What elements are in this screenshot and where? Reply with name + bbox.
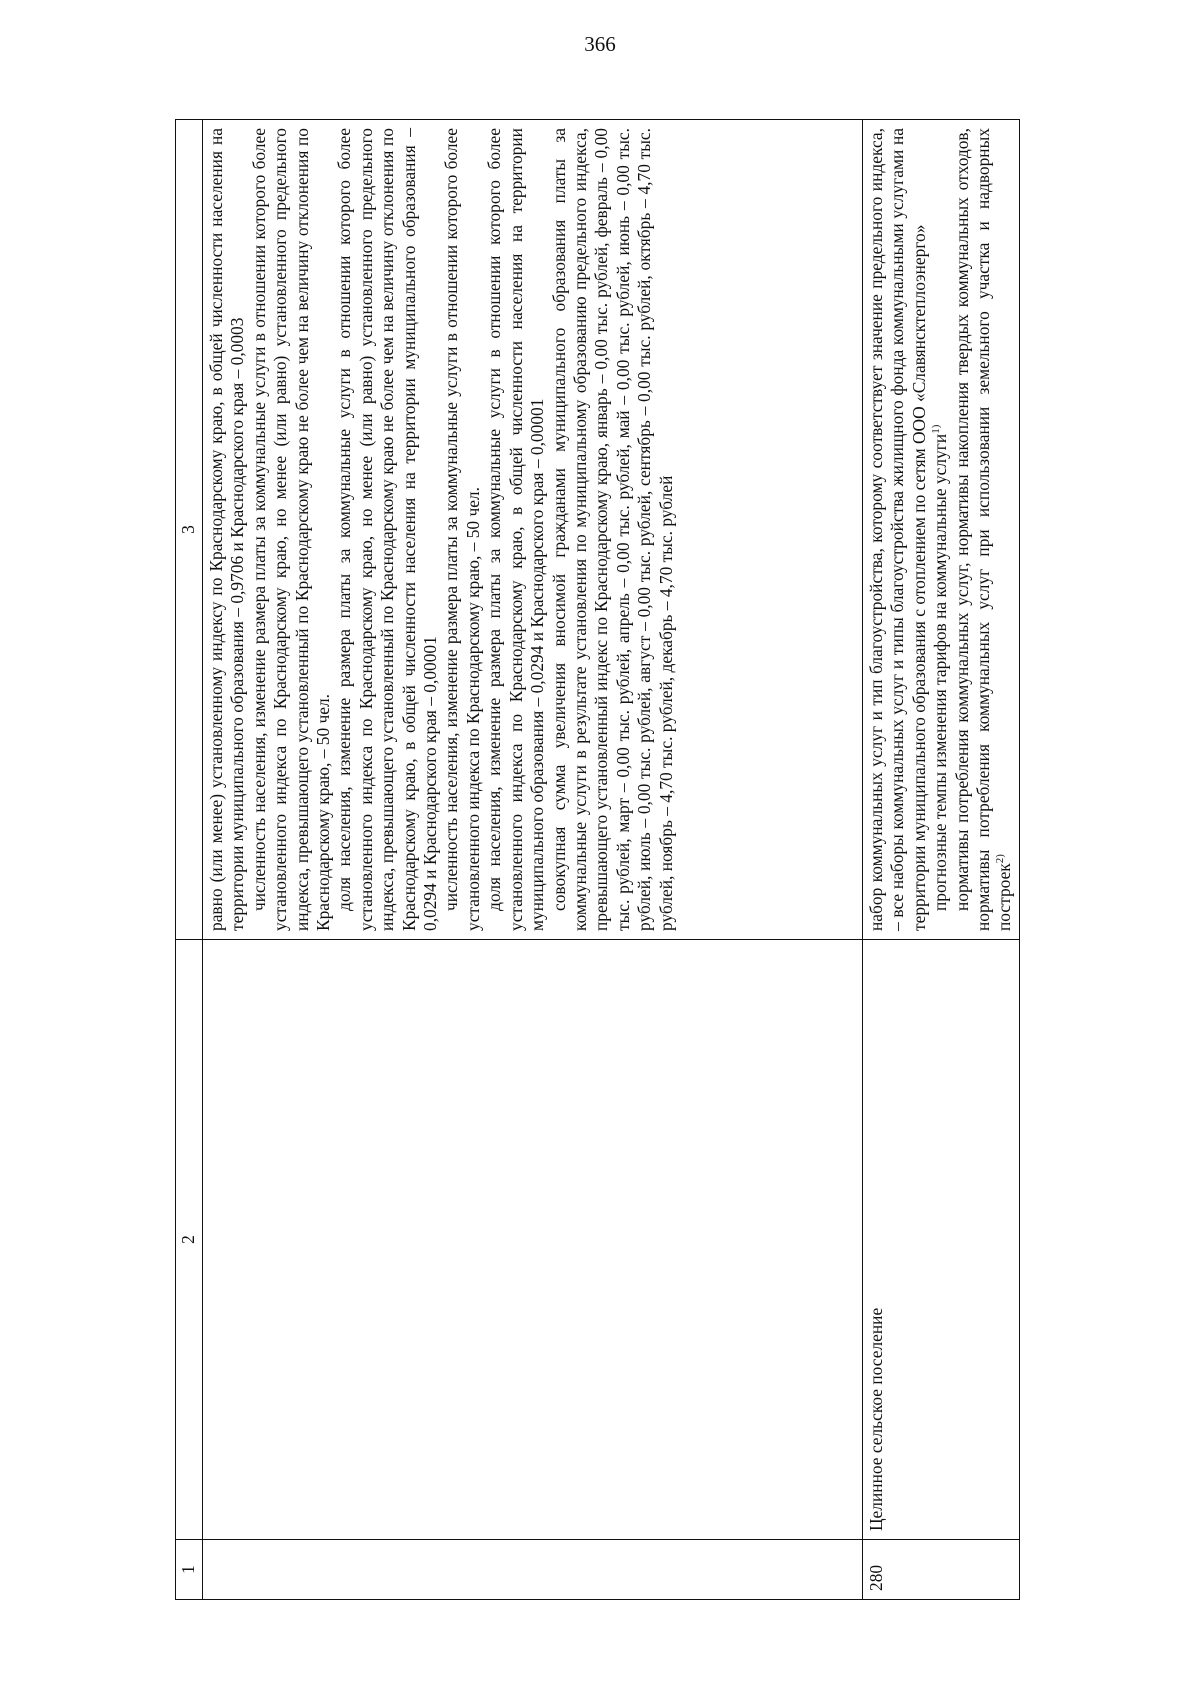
paragraph [930,128,951,931]
paragraph: численность населения, изменение размера платы за коммунальные услуги в отношении которого более установленного индекса по Краснодарскому краю, но менее (или равно) установленного предельного индекса, превышающего установленный по Краснодарскому краю не более чем на величину отклонения по Краснодарскому краю, – 50 чел. [248,128,334,931]
table-row [863,120,1020,1600]
municipality-name [203,940,863,1540]
paragraph-text: прогнозные темпы изменения тарифов на коммунальные услуги [930,433,951,911]
paragraph [952,128,1016,931]
municipality-name: Целинное сельское поселение [863,940,1020,1540]
paragraph: доля населения, изменение размера платы за коммунальные услуги в отношении которого более установленного индекса по Краснодарскому краю, в общей численности населения на территории муниципального образования – 0,0294 и Краснодарского края – 0,00001 [484,128,548,931]
indicator-description [863,120,1020,940]
footnote-mark: 2) [994,854,1007,864]
paragraph: набор коммунальных услуг и тип благоустройства, которому соответствует значение предельного индекса, – все наборы коммунальных услуг и типы благоустройства жилищного фонда коммунальными услугами на территории муниципального образования с отоплением по сетям ООО «Славянсктеплоэнерго» [866,128,929,931]
rotated-table-frame [175,120,1015,1600]
page-number: 366 [584,32,616,56]
tariff-index-table [175,119,1020,1600]
paragraph-text: нормативы потребления коммунальных услуг, нормативы накопления твердых коммунальных отходов, нормативы потребления коммунальных услуг при использовании земельного участка и надворных построек [951,128,1015,931]
rotated-table-content [175,120,1015,1600]
header-col-1: 1 [176,1540,203,1600]
paragraph: совокупная сумма увеличения вносимой гражданами муниципального образования платы за коммунальные услуги в результате установления по муниципальному образованию предельного индекса, превышающего установленный индекс по Краснодарскому краю, январь – 0,00 тыс. рублей, февраль – 0,00 тыс. рублей, март – 0,00 тыс. рублей, апрель – 0,00 тыс. рублей, май – 0,00 тыс. рублей, июнь – 0,00 тыс. рублей, июль – 0,00 тыс. рублей, август – 0,00 тыс. рублей, сентябрь – 0,00 тыс. рублей, октябрь – 4,70 тыс. рублей, ноябрь – 4,70 тыс. рублей, декабрь – 4,70 тыс. рублей [548,128,676,931]
table-row [203,120,863,1600]
indicator-description [203,120,863,940]
paragraph: равно (или менее) установленному индексу по Краснодарскому краю, в общей численности населения на территории муниципального образования – 0,9706 и Краснодарского края – 0,0003 [206,128,248,931]
paragraph: численность населения, изменение размера платы за коммунальные услуги в отношении которого более установленного индекса по Краснодарскому краю, – 50 чел. [441,128,483,931]
paragraph: доля населения, изменение размера платы за коммунальные услуги в отношении которого более установленного индекса по Краснодарскому краю, но менее (или равно) установленного предельного индекса, превышающего установленный по Краснодарскому краю не более чем на величину отклонения по Краснодарскому краю, в общей численности населения на территории муниципального образования – 0,0294 и Краснодарского края – 0,00001 [334,128,441,931]
row-number: 280 [863,1540,1020,1600]
footnote-mark: 1) [930,424,943,434]
header-col-3: 3 [176,120,203,940]
header-col-2: 2 [176,940,203,1540]
row-number [203,1540,863,1600]
table-header-row [176,120,203,1600]
